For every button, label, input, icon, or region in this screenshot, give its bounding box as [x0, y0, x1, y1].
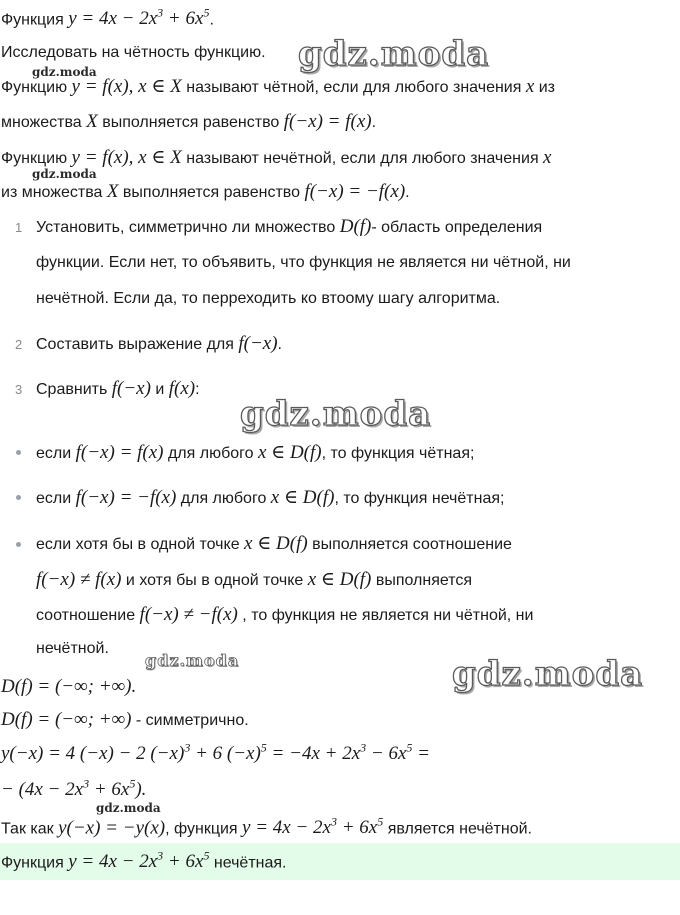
bullet-dot	[16, 450, 21, 455]
substitution-line-1: y(−x) = 4 (−x) − 2 $(-x)^3 + 6$ $(-x)^5 = -4x + 2x^3 - 6x^5$ =	[1, 741, 430, 765]
watermark-small: gdz.moda	[32, 65, 97, 79]
watermark-logo: gdz.moda	[298, 34, 490, 74]
watermark-logo-medium: gdz.moda	[145, 651, 240, 670]
watermark-small: gdz.moda	[32, 167, 97, 181]
formula: $y = 4x - 2x^3 + 6x^5$	[68, 6, 210, 30]
answer-box: Функция $y = 4x - 2x^3 + 6x^5$ нечётная.	[0, 843, 680, 880]
odd-def-line-2: из множества X выполняется равенство f(−x) = −f(x).	[1, 181, 410, 202]
domain-line: D(f) = (−∞; +∞).	[1, 676, 137, 697]
task-line: Исследовать на чётность функцию.	[1, 44, 266, 61]
watermark-logo: gdz.moda	[452, 654, 644, 694]
watermark-small: gdz.moda	[96, 801, 161, 815]
conclusion-line: Так как y(−x) = −y(x), функция $y = 4x - 2x^3 + 6x^5$ является нечётной.	[1, 815, 532, 839]
bullet-dot	[16, 542, 21, 547]
watermark-logo: gdz.moda	[240, 394, 432, 434]
title-line: Функция $y = 4x - 2x^3 + 6x^5$.	[1, 6, 214, 30]
even-def-line-1: Функцию y = f(x), x ∈ X называют чётной, если для любого значения x из	[1, 76, 555, 97]
domain-symmetric-line: D(f) = (−∞; +∞) - симметрично.	[1, 709, 249, 730]
odd-def-line-1: Функцию y = f(x), x ∈ X называют нечётной, если для любого значения x	[1, 147, 552, 168]
even-def-line-2: множества X выполняется равенство f(−x) = f(x).	[1, 111, 377, 132]
substitution-line-2: − $(4x - 2x^3 + 6x^5)$.	[1, 777, 147, 801]
bullet-dot	[16, 495, 21, 500]
